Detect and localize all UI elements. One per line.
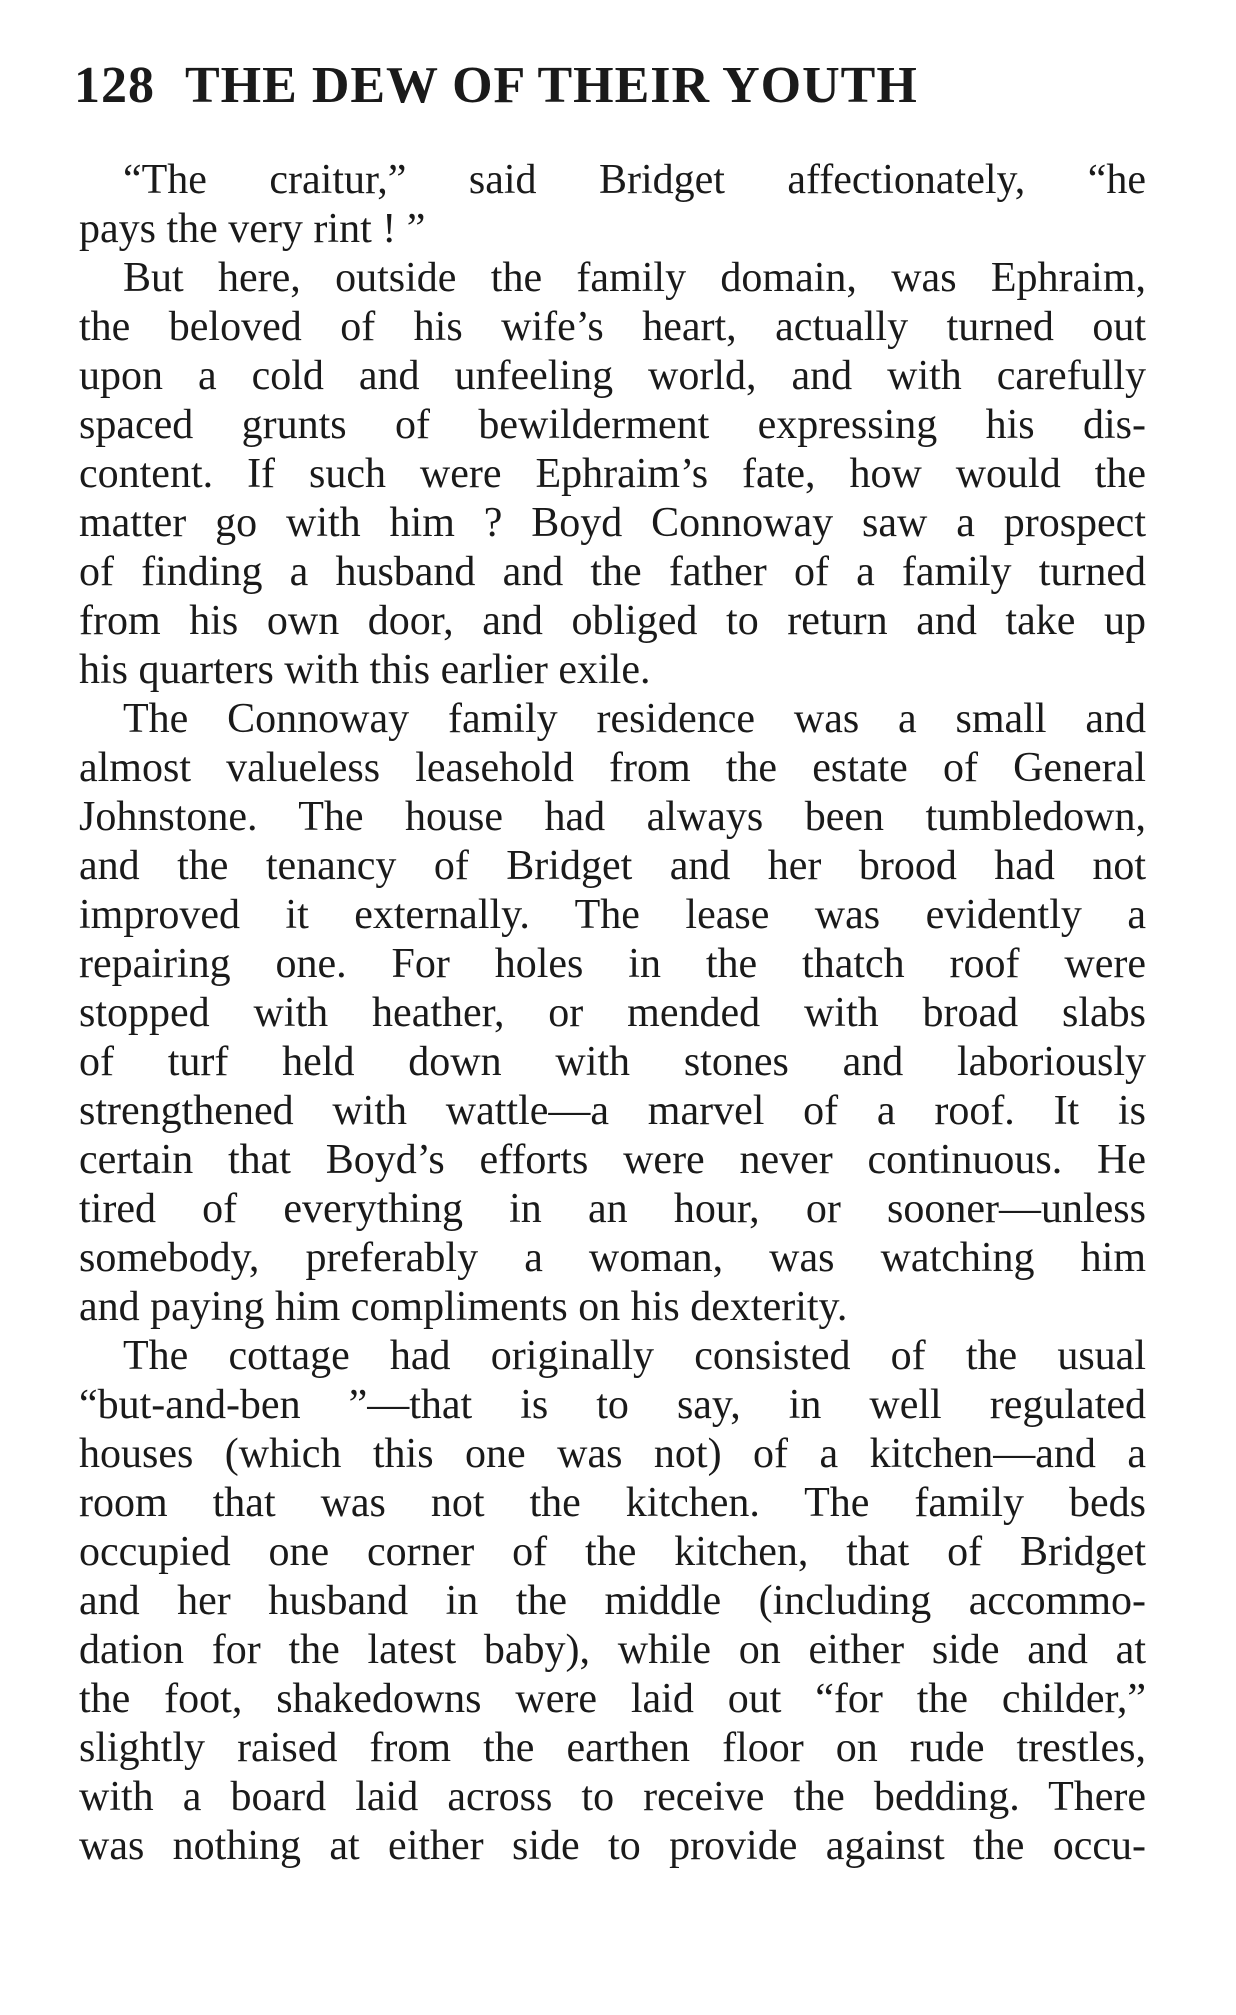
text-line: houses (which this one was not) of a kitchen—and a bbox=[79, 1431, 1146, 1477]
text-line: tired of everything in an hour, or sooner—unless bbox=[79, 1186, 1146, 1232]
text-line: Johnstone. The house had always been tumbledown, bbox=[79, 794, 1146, 840]
text-line: spaced grunts of bewilderment expressing his dis- bbox=[79, 402, 1146, 448]
text-line: matter go with him ? Boyd Connoway saw a prospect bbox=[79, 500, 1146, 546]
text-line: and paying him compliments on his dexterity. bbox=[79, 1284, 848, 1330]
text-line: dation for the latest baby), while on either side and at bbox=[79, 1627, 1146, 1673]
text-line: upon a cold and unfeeling world, and with carefully bbox=[79, 353, 1146, 399]
running-title: THE DEW OF THEIR YOUTH bbox=[185, 57, 918, 114]
text-line: with a board laid across to receive the bedding. There bbox=[79, 1774, 1146, 1820]
text-line: The Connoway family residence was a small and bbox=[123, 696, 1146, 742]
text-line: was nothing at either side to provide against the occu- bbox=[79, 1823, 1146, 1869]
text-line: room that was not the kitchen. The family beds bbox=[79, 1480, 1146, 1526]
text-line: of finding a husband and the father of a family turned bbox=[79, 549, 1146, 595]
text-line: his quarters with this earlier exile. bbox=[79, 647, 651, 693]
text-line: certain that Boyd’s efforts were never continuous. He bbox=[79, 1137, 1146, 1183]
text-line: somebody, preferably a woman, was watching him bbox=[79, 1235, 1146, 1281]
page-header bbox=[74, 56, 1174, 116]
text-line: content. If such were Ephraim’s fate, how would the bbox=[79, 451, 1146, 497]
text-line: improved it externally. The lease was evidently a bbox=[79, 892, 1146, 938]
body-text bbox=[79, 156, 1146, 1871]
text-line: strengthened with wattle—a marvel of a roof. It is bbox=[79, 1088, 1146, 1134]
text-line: from his own door, and obliged to return and take up bbox=[79, 598, 1146, 644]
text-line: the foot, shakedowns were laid out “for the childer,” bbox=[79, 1676, 1146, 1722]
text-line: occupied one corner of the kitchen, that of Bridget bbox=[79, 1529, 1146, 1575]
text-line: and the tenancy of Bridget and her brood had not bbox=[79, 843, 1146, 889]
text-line: the beloved of his wife’s heart, actually turned out bbox=[79, 304, 1146, 350]
text-line: repairing one. For holes in the thatch roof were bbox=[79, 941, 1146, 987]
text-line: almost valueless leasehold from the estate of General bbox=[79, 745, 1146, 791]
text-line: The cottage had originally consisted of the usual bbox=[123, 1333, 1146, 1379]
text-line: stopped with heather, or mended with broad slabs bbox=[79, 990, 1146, 1036]
text-line: “The craitur,” said Bridget affectionately, “he bbox=[123, 157, 1146, 203]
text-line: pays the very rint ! ” bbox=[79, 206, 426, 252]
text-line: “but-and-ben ”—that is to say, in well regulated bbox=[79, 1382, 1146, 1428]
text-line: and her husband in the middle (including accommo- bbox=[79, 1578, 1146, 1624]
text-line: slightly raised from the earthen floor on rude trestles, bbox=[79, 1725, 1146, 1771]
page-number: 128 bbox=[74, 57, 155, 114]
text-line: of turf held down with stones and laboriously bbox=[79, 1039, 1146, 1085]
text-line: But here, outside the family domain, was Ephraim, bbox=[123, 255, 1146, 301]
